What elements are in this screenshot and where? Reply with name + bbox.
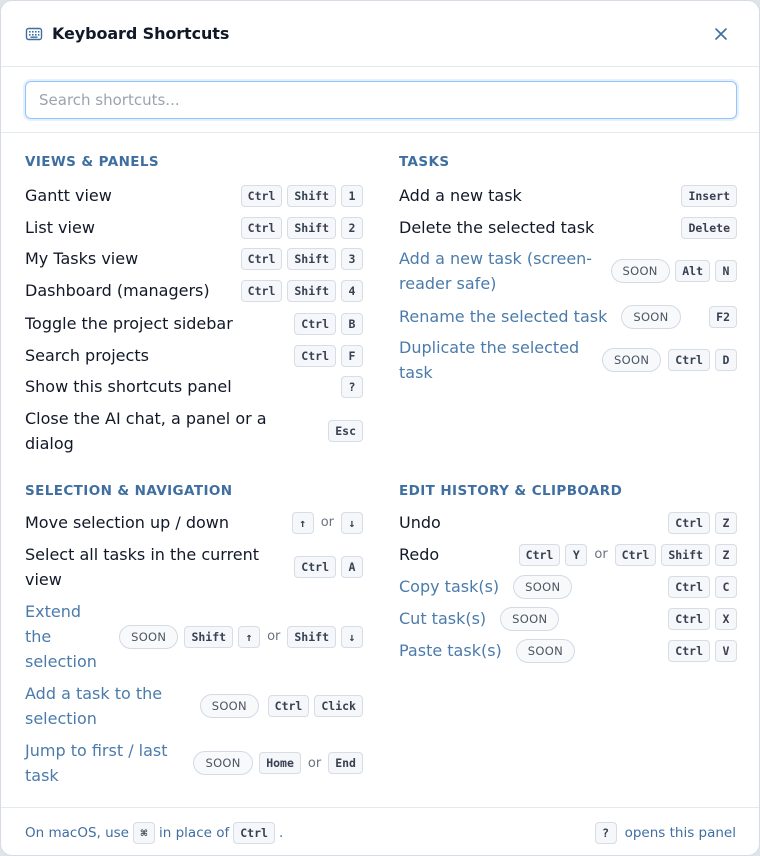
- key-cap: Ctrl: [241, 185, 283, 207]
- shortcut-keys: [294, 313, 363, 335]
- shortcut-label: Delete the selected task: [399, 218, 595, 237]
- shortcut-keys: [341, 376, 363, 398]
- section-title-views: VIEWS & PANELS: [25, 154, 160, 170]
- shortcut-label: List view: [25, 218, 95, 237]
- or-separator: or: [267, 629, 281, 644]
- shortcut-row: [399, 510, 737, 535]
- shortcut-row: [399, 304, 737, 329]
- key-cap: End: [328, 752, 363, 774]
- key-cap: Ctrl: [268, 695, 310, 717]
- shortcut-keys: [681, 185, 737, 207]
- shortcut-keys: [668, 349, 737, 371]
- key-cap: Home: [259, 752, 301, 774]
- key-cap: Ctrl: [668, 608, 710, 630]
- soon-badge: SOON: [500, 607, 559, 631]
- shortcut-row: [25, 374, 363, 399]
- shortcut-row: [25, 510, 363, 535]
- key-cap: Ctrl: [241, 248, 283, 270]
- key-cap: ↑: [238, 626, 260, 648]
- ctrl-key: Ctrl: [233, 822, 275, 844]
- help-hint-text: opens this panel: [624, 824, 736, 841]
- shortcut-keys: [675, 260, 737, 282]
- shortcut-row: [399, 638, 737, 663]
- shortcut-row: [25, 599, 363, 674]
- key-cap: Ctrl: [294, 313, 336, 335]
- key-cap: Ctrl: [668, 576, 710, 598]
- key-cap: Ctrl: [519, 544, 561, 566]
- shortcut-label: Show this shortcuts panel: [25, 377, 232, 396]
- key-cap: Shift: [287, 217, 336, 239]
- key-cap: ↓: [341, 626, 363, 648]
- shortcut-row: [25, 246, 363, 271]
- shortcut-label: Dashboard (managers): [25, 281, 210, 300]
- shortcut-row: [25, 343, 363, 368]
- dialog-title: Keyboard Shortcuts: [52, 24, 230, 43]
- key-cap: 3: [341, 248, 363, 270]
- key-cap: Shift: [661, 544, 710, 566]
- close-icon: [714, 27, 728, 41]
- soon-badge: SOON: [621, 305, 680, 329]
- cmd-key: ⌘: [133, 822, 155, 844]
- shortcut-keys: [241, 248, 363, 270]
- key-cap: Shift: [287, 626, 336, 648]
- shortcut-label: Select all tasks in the current view: [25, 545, 260, 589]
- shortcut-keys: [668, 608, 737, 630]
- key-cap: ↓: [341, 512, 363, 534]
- key-cap: Z: [715, 512, 737, 534]
- shortcut-row: [25, 183, 363, 208]
- shortcut-row: [25, 738, 363, 788]
- key-cap: Ctrl: [615, 544, 657, 566]
- soon-badge: SOON: [200, 694, 259, 718]
- key-cap: Shift: [287, 248, 336, 270]
- shortcut-label: Redo: [399, 545, 440, 564]
- key-cap: Shift: [287, 185, 336, 207]
- key-cap: ?: [341, 376, 363, 398]
- section-title-tasks: TASKS: [399, 154, 450, 170]
- shortcut-row: [399, 215, 737, 240]
- shortcut-keys: [259, 752, 363, 774]
- mac-hint-suffix: .: [278, 824, 284, 841]
- key-cap: 4: [341, 280, 363, 302]
- question-key: ?: [595, 822, 617, 844]
- key-cap: Insert: [681, 185, 737, 207]
- key-cap: V: [715, 640, 737, 662]
- shortcut-row: [399, 335, 737, 385]
- shortcut-label: Rename the selected task: [399, 307, 608, 326]
- key-cap: Y: [565, 544, 587, 566]
- key-cap: Ctrl: [294, 345, 336, 367]
- shortcut-label: Search projects: [25, 346, 149, 365]
- soon-badge: SOON: [119, 625, 178, 649]
- or-separator: or: [320, 515, 334, 530]
- search-area: [1, 67, 759, 133]
- mac-hint-prefix: On macOS, use: [25, 824, 129, 841]
- shortcut-row: [25, 215, 363, 240]
- key-cap: Ctrl: [241, 280, 283, 302]
- shortcut-label: Duplicate the selected task: [399, 338, 580, 382]
- shortcut-keys: [519, 544, 737, 566]
- search-input[interactable]: [25, 81, 737, 119]
- mac-hint-middle: in place of: [159, 824, 230, 841]
- shortcut-row: [25, 406, 363, 456]
- shortcut-row: [399, 183, 737, 208]
- shortcut-keys: [668, 640, 737, 662]
- key-cap: Ctrl: [294, 556, 336, 578]
- shortcut-row: [25, 278, 363, 303]
- shortcut-keys: [268, 695, 363, 717]
- dialog-footer: [1, 807, 759, 856]
- key-cap: Alt: [675, 260, 710, 282]
- key-cap: F2: [709, 306, 737, 328]
- key-cap: Esc: [328, 420, 363, 442]
- key-cap: Shift: [184, 626, 233, 648]
- dialog-header: [1, 1, 759, 67]
- key-cap: Ctrl: [241, 217, 283, 239]
- shortcut-label: Gantt view: [25, 186, 112, 205]
- key-cap: F: [341, 345, 363, 367]
- soon-badge: SOON: [193, 751, 252, 775]
- shortcut-label: Add a new task: [399, 186, 522, 205]
- key-cap: Ctrl: [668, 349, 710, 371]
- shortcut-keys: [294, 556, 363, 578]
- shortcut-keys: [709, 306, 737, 328]
- shortcut-label: Close the AI chat, a panel or a dialog: [25, 409, 267, 453]
- shortcut-keys: [241, 217, 363, 239]
- shortcut-keys: [328, 420, 363, 442]
- key-cap: 2: [341, 217, 363, 239]
- key-cap: B: [341, 313, 363, 335]
- key-cap: N: [715, 260, 737, 282]
- shortcut-label: Move selection up / down: [25, 513, 230, 532]
- shortcut-label: Add a task to the selection: [25, 684, 163, 728]
- key-cap: Ctrl: [668, 512, 710, 534]
- key-cap: X: [715, 608, 737, 630]
- soon-badge: SOON: [602, 348, 661, 372]
- shortcut-keys: [292, 512, 363, 534]
- shortcut-row: [399, 246, 737, 296]
- shortcut-keys: [668, 576, 737, 598]
- key-cap: D: [715, 349, 737, 371]
- key-cap: C: [715, 576, 737, 598]
- key-cap: 1: [341, 185, 363, 207]
- soon-badge: SOON: [611, 259, 670, 283]
- or-separator: or: [307, 755, 322, 771]
- shortcut-row: [399, 606, 737, 631]
- shortcut-keys: [294, 345, 363, 367]
- key-cap: ↑: [292, 512, 314, 534]
- shortcut-keys: [668, 512, 737, 534]
- shortcut-row: [399, 574, 737, 599]
- shortcut-label: My Tasks view: [25, 249, 139, 268]
- key-cap: Ctrl: [668, 640, 710, 662]
- key-cap: Z: [715, 544, 737, 566]
- help-hint: [591, 822, 736, 844]
- shortcut-row: [25, 542, 363, 592]
- shortcut-keys: [241, 185, 363, 207]
- section-title-selection: SELECTION & NAVIGATION: [25, 483, 233, 499]
- key-cap: A: [341, 556, 363, 578]
- shortcut-keys: [681, 217, 737, 239]
- soon-badge: SOON: [513, 575, 572, 599]
- shortcut-label: Paste task(s): [399, 641, 502, 660]
- key-cap: Delete: [681, 217, 737, 239]
- key-cap: Click: [314, 695, 363, 717]
- shortcut-label: Extend the selection: [25, 602, 97, 671]
- soon-badge: SOON: [516, 639, 575, 663]
- shortcut-label: Undo: [399, 513, 441, 532]
- shortcut-row: [399, 542, 737, 567]
- section-title-history: EDIT HISTORY & CLIPBOARD: [399, 483, 623, 499]
- close-button[interactable]: [707, 20, 735, 48]
- shortcut-row: [25, 311, 363, 336]
- keyboard-icon: [25, 25, 43, 43]
- shortcut-label: Copy task(s): [399, 577, 500, 596]
- key-cap: Shift: [287, 280, 336, 302]
- shortcut-label: Cut task(s): [399, 609, 487, 628]
- or-separator: or: [594, 547, 608, 562]
- shortcut-row: [25, 681, 363, 731]
- shortcut-label: Toggle the project sidebar: [25, 314, 233, 333]
- shortcut-keys: [241, 280, 363, 302]
- shortcut-label: Add a new task (screen-reader safe): [399, 249, 593, 293]
- shortcut-keys: [184, 626, 363, 648]
- shortcut-label: Jump to first / last task: [25, 741, 168, 785]
